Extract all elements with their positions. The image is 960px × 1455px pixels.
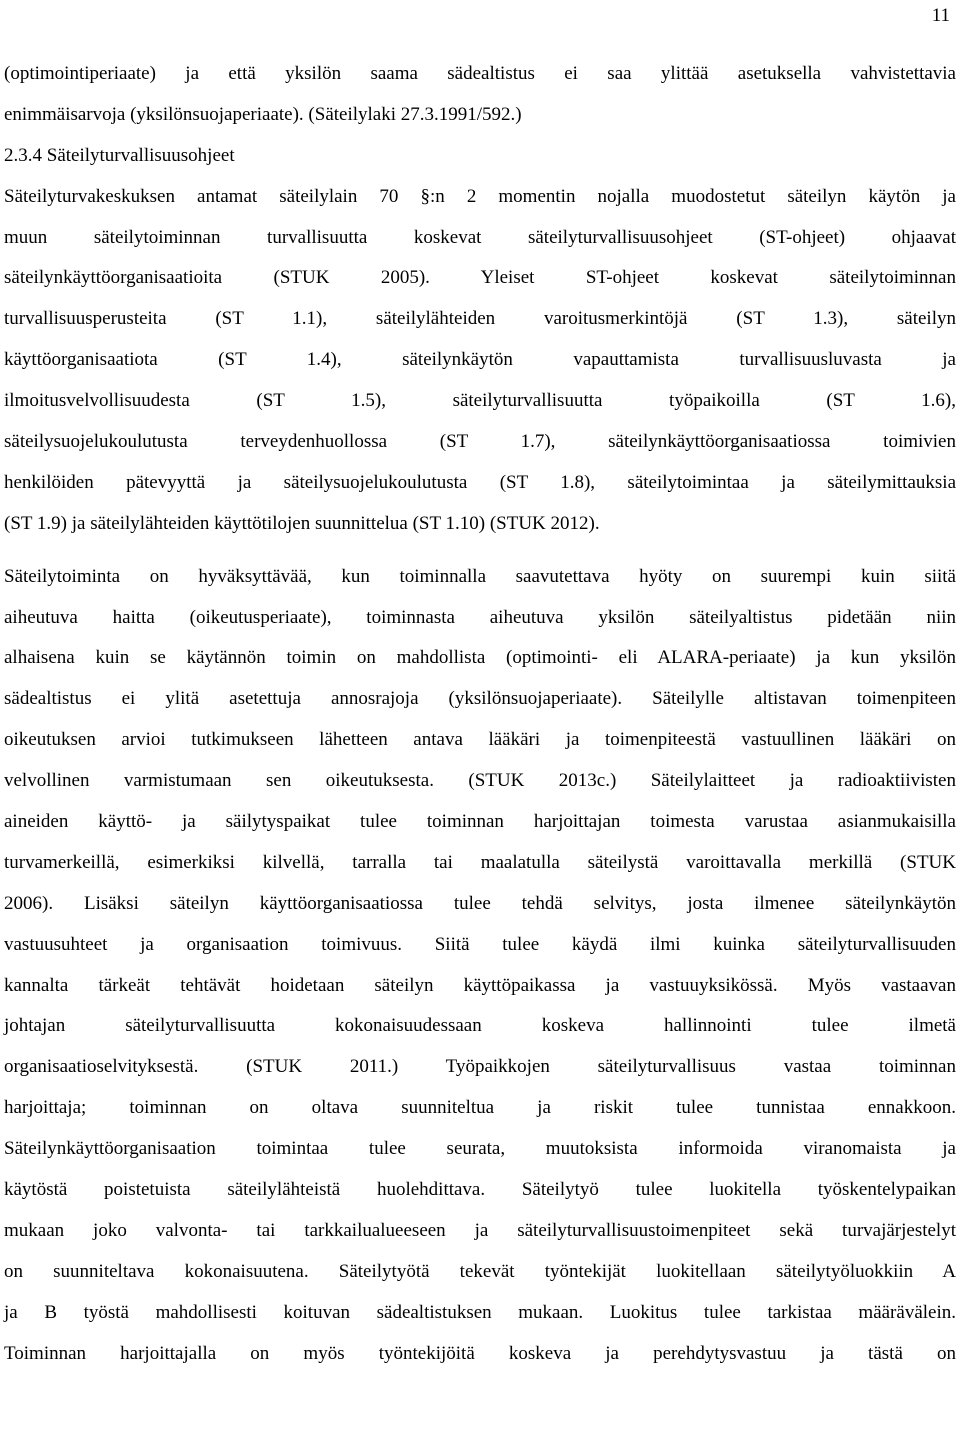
- paragraph-spacer: [4, 553, 956, 565]
- text-line: käytöstä poistetuista säteilylähteistä huolehdittava. Säteilytyö tulee luokitella työskentelypaikan: [4, 1179, 956, 1201]
- text-line: mukaan joko valvonta- tai tarkkailualueeseen ja säteilyturvallisuustoimenpiteet sekä turvajärjestelyt: [4, 1219, 956, 1241]
- text-line: turvamerkeillä, esimerkiksi kilvellä, tarralla tai maalatulla säteilystä varoittavalla merkillä (STUK: [4, 851, 956, 873]
- section-heading-text: 2.3.4 Säteilyturvallisuusohjeet: [4, 144, 235, 166]
- text-line: käyttöorganisaatiota (ST 1.4), säteilynkäytön vapauttamista turvallisuusluvasta ja: [4, 349, 956, 371]
- text-line: on suunniteltava kokonaisuutena. Säteilytyötä tekevät työntekijät luokitellaan säteilytyöluokkiin A: [4, 1260, 956, 1282]
- text-line: organisaatioselvityksestä. (STUK 2011.) Työpaikkojen säteilyturvallisuus vastaa toiminnan: [4, 1056, 956, 1078]
- text-line: johtajan säteilyturvallisuutta kokonaisuudessaan koskeva hallinnointi tulee ilmetä: [4, 1015, 956, 1037]
- text-line: aineiden käyttö- ja säilytyspaikat tulee toiminnan harjoittajan toimesta varustaa asianmukaisilla: [4, 811, 956, 833]
- document-body: [4, 62, 956, 1383]
- text-line: Toiminnan harjoittajalla on myös työntekijöitä koskeva ja perehdytysvastuu ja tästä on: [4, 1342, 956, 1364]
- text-line: 2006). Lisäksi säteilyn käyttöorganisaatiossa tulee tehdä selvitys, josta ilmenee säteilynkäytön: [4, 892, 956, 914]
- paragraph-radiation-practice: [4, 565, 956, 1366]
- text-line: säteilynkäyttöorganisaatioita (STUK 2005). Yleiset ST-ohjeet koskevat säteilytoiminnan: [4, 267, 956, 289]
- text-line: sädealtistus ei ylitä asetettuja annosrajoja (yksilönsuojaperiaate). Säteilylle altistavan toimenpiteen: [4, 688, 956, 710]
- text-line: Säteilynkäyttöorganisaation toimintaa tulee seurata, muutoksista informoida viranomaista ja: [4, 1138, 956, 1160]
- page-number: 11: [931, 5, 950, 26]
- text-line: vastuusuhteet ja organisaation toimivuus. Siitä tulee käydä ilmi kuinka säteilyturvallisuuden: [4, 933, 956, 955]
- text-line: enimmäisarvoja (yksilönsuojaperiaate). (Säteilylaki 27.3.1991/592.): [4, 103, 522, 125]
- text-line: henkilöiden pätevyyttä ja säteilysuojelukoulutusta (ST 1.8), säteilytoimintaa ja säteilymittauksia: [4, 471, 956, 493]
- text-line: (optimointiperiaate) ja että yksilön saama sädealtistus ei saa ylittää asetuksella vahvistettavia: [4, 63, 956, 84]
- text-line: oikeutuksen arvioi tutkimukseen lähetteen antava lääkäri ja toimenpiteestä vastuullinen lääkäri on: [4, 729, 956, 751]
- text-line: alhaisena kuin se käytännön toimin on mahdollista (optimointi- eli ALARA-periaate) ja kun yksilön: [4, 647, 956, 669]
- text-line: kannalta tärkeät tehtävät hoidetaan säteilyn käyttöpaikassa ja vastuuyksikössä. Myös vastaavan: [4, 974, 956, 996]
- paragraph-continuation: [4, 62, 956, 127]
- text-line: aiheutuva haitta (oikeutusperiaate), toiminnasta aiheutuva yksilön säteilyaltistus pidetään niin: [4, 606, 956, 628]
- text-line: (ST 1.9) ja säteilylähteiden käyttötilojen suunnittelua (ST 1.10) (STUK 2012).: [4, 512, 600, 534]
- text-line: muun säteilytoiminnan turvallisuutta koskevat säteilyturvallisuusohjeet (ST-ohjeet) ohjaavat: [4, 226, 956, 248]
- text-line: ja B työstä mahdollisesti koituvan sädealtistuksen mukaan. Luokitus tulee tarkistaa määrävälein.: [4, 1301, 956, 1323]
- text-line: turvallisuusperusteita (ST 1.1), säteilylähteiden varoitusmerkintöjä (ST 1.3), säteilyn: [4, 308, 956, 330]
- text-line: Säteilyturvakeskuksen antamat säteilylain 70 §:n 2 momentin nojalla muodostetut säteilyn käytön ja: [4, 185, 956, 207]
- paragraph-st-guidelines: [4, 185, 956, 536]
- text-line: velvollinen varmistumaan sen oikeutuksesta. (STUK 2013c.) Säteilylaitteet ja radioaktiivisten: [4, 770, 956, 792]
- text-line: ilmoitusvelvollisuudesta (ST 1.5), säteilyturvallisuutta työpaikoilla (ST 1.6),: [4, 390, 956, 412]
- text-line: harjoittaja; toiminnan on oltava suunniteltua ja riskit tulee tunnistaa ennakkoon.: [4, 1097, 956, 1119]
- text-line: Säteilytoiminta on hyväksyttävää, kun toiminnalla saavutettava hyöty on suurempi kuin siitä: [4, 565, 956, 587]
- section-heading: [4, 144, 956, 168]
- text-line: säteilysuojelukoulutusta terveydenhuollossa (ST 1.7), säteilynkäyttöorganisaatiossa toimivien: [4, 431, 956, 453]
